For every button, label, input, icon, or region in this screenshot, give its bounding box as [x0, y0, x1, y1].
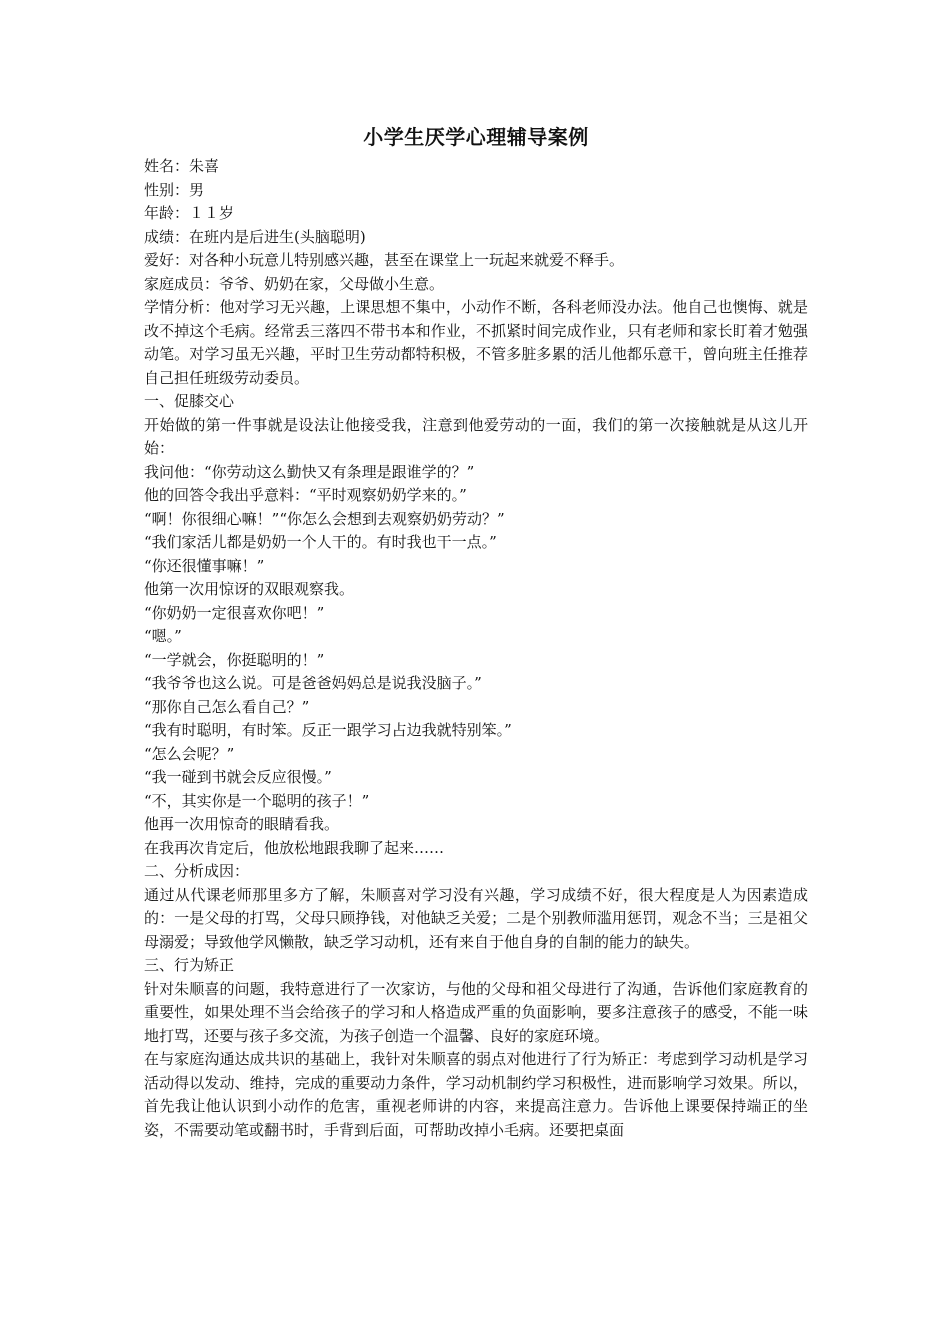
section1-intro: 开始做的第一件事就是设法让他接受我，注意到他爱劳动的一面，我们的第一次接触就是从这儿开始：: [144, 415, 808, 457]
dialogue-line: “你还很懂事嘛！”: [144, 556, 265, 575]
dialogue-line: “你奶奶一定很喜欢你吧！”: [144, 603, 325, 622]
dialogue-line: “啊！你很细心嘛！”“你怎么会想到去观察奶奶劳动？”: [144, 509, 505, 528]
section-heading-1: 一、促膝交心: [144, 392, 235, 410]
dialogue-line: “我爷爷也这么说。可是爸爸妈妈总是说我没脑子。”: [144, 674, 482, 692]
analysis-paragraph: 学情分析：他对学习无兴趣，上课思想不集中，小动作不断，各科老师没办法。他自己也懊悔、就是改不掉这个毛病。经常丢三落四不带书本和作业，不抓紧时间完成作业，只有老师和家长盯着才勉强动笔。对学习虽无兴趣，平时卫生劳动都特积极，不管多脏多累的活儿他都乐意干，曾向班主任推荐自己担任班级劳动委员。: [144, 298, 808, 387]
info-hobby: 爱好：对各种小玩意儿特别感兴趣，甚至在课堂上一玩起来就爱不释手。: [144, 251, 625, 269]
section-heading-3: 三、行为矫正: [144, 956, 235, 974]
dialogue-line: “我有时聪明，有时笨。反正一跟学习占边我就特别笨。”: [144, 721, 512, 739]
info-gender: 性别：男: [144, 180, 205, 199]
info-family: 家庭成员：爷爷、奶奶在家，父母做小生意。: [144, 274, 445, 293]
dialogue-line: “那你自己怎么看自己？”: [144, 697, 310, 716]
dialogue-line: 他再一次用惊奇的眼睛看我。: [144, 815, 340, 833]
dialogue-line: “嗯。”: [144, 627, 182, 645]
dialogue-line: 他第一次用惊讶的双眼观察我。: [144, 580, 355, 598]
section3-paragraph-1: 针对朱顺喜的问题，我特意进行了一次家访，与他的父母和祖父母进行了沟通，告诉他们家庭教育的重要性，如果处理不当会给孩子的学习和人格造成严重的负面影响，要多注意孩子的感受，不能一味地打骂，还要与孩子多交流，为孩子创造一个温馨、良好的家庭环境。: [144, 979, 808, 1045]
dialogue-line: 我问他：“你劳动这么勤快又有条理是跟谁学的？”: [144, 462, 475, 481]
dialogue-line: “我们家活儿都是奶奶一个人干的。有时我也干一点。”: [144, 533, 497, 551]
document-title: 小学生厌学心理辅导案例: [363, 125, 589, 149]
info-grades: 成绩：在班内是后进生(头脑聪明): [144, 227, 366, 246]
dialogue-line: “不，其实你是一个聪明的孩子！”: [144, 791, 370, 810]
document-page: [144, 118, 808, 1142]
dialogue-line: 他的回答令我出乎意料：“平时观察奶奶学来的。”: [144, 486, 467, 504]
info-name: 姓名：朱喜: [144, 157, 220, 175]
section2-body: 通过从代课老师那里多方了解，朱顺喜对学习没有兴趣，学习成绩不好，很大程度是人为因素造成的：一是父母的打骂，父母只顾挣钱，对他缺乏关爱；二是个别教师滥用惩罚，观念不当；三是祖父母溺爱；导致他学风懒散，缺乏学习动机，还有来自于他自身的自制的能力的缺失。: [144, 885, 808, 951]
info-age: 年龄：１１岁: [144, 204, 235, 222]
section-heading-2: 二、分析成因：: [144, 862, 250, 880]
dialogue-line: “怎么会呢？”: [144, 744, 235, 763]
dialogue-line: “我一碰到书就会反应很慢。”: [144, 768, 332, 786]
dialogue-line: “一学就会，你挺聪明的！”: [144, 650, 325, 669]
dialogue-line: 在我再次肯定后，他放松地跟我聊了起来……: [144, 838, 445, 857]
section3-paragraph-2: 在与家庭沟通达成共识的基础上，我针对朱顺喜的弱点对他进行了行为矫正：考虑到学习动机是学习活动得以发动、维持，完成的重要动力条件，学习动机制约学习积极性，进而影响学习效果。所以，首先我让他认识到小动作的危害，重视老师讲的内容，来提高注意力。告诉他上课要保持端正的坐姿，不需要动笔或翻书时，手背到后面，可帮助改掉小毛病。还要把桌面: [144, 1050, 808, 1139]
